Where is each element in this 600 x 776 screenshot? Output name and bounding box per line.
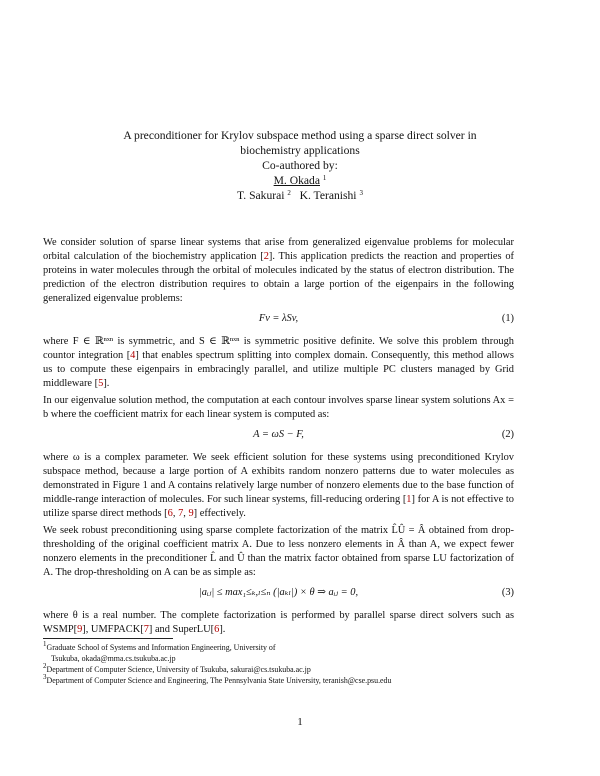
coauthor-teranishi-mark: 3 bbox=[359, 189, 363, 197]
coauthor-sakurai: T. Sakurai bbox=[237, 189, 285, 202]
citation-link[interactable]: 6 bbox=[214, 624, 220, 635]
paper-body bbox=[43, 236, 514, 640]
equation-2-number: (2) bbox=[501, 429, 514, 440]
coauthor-teranishi: K. Teranishi bbox=[299, 189, 357, 202]
equation-3-number: (3) bbox=[501, 587, 514, 598]
coauthors-line bbox=[60, 188, 540, 203]
page-number: 1 bbox=[297, 716, 303, 728]
paragraph-intro: We consider solution of sparse linear systems that arise from generalized eigenvalue problems for molecular orbital calculation of the biochemistry application [2]. This application predicts the reaction and properties of proteins in water molecules through the orbital of molecules indicated by the status of electron distribution. The prediction of the electron distribution requires to obtain a large portion of the eigenpairs in the following generalized eigenvalue problems: bbox=[43, 237, 514, 304]
citation-link[interactable]: 2 bbox=[263, 251, 269, 262]
footnote-3: $^3$Department of Computer Science and Engineering, The Pennsylvania State University, teranish@cse.psu.edu bbox=[43, 673, 392, 685]
footnote-2: $^2$Department of Computer Science, University of Tsukuba, sakurai@cs.tsukuba.ac.jp bbox=[43, 662, 311, 674]
paper-header bbox=[60, 128, 540, 203]
main-author-mark: 1 bbox=[322, 174, 327, 182]
equation-1-number: (1) bbox=[501, 313, 514, 324]
footnote-1: $^1$Graduate School of Systems and Information Engineering, University of bbox=[43, 640, 276, 652]
main-author-name: M. Okada bbox=[273, 174, 320, 187]
citation-link[interactable]: 5 bbox=[98, 378, 104, 389]
paragraph-contour: where F ∈ ℝⁿˣⁿ is symmetric, and S ∈ ℝⁿˣⁿ is symmetric positive definite. We solve this problem through countor integration [4] that enables spectrum splitting into complex domain. Consequently, this method allows us to compute these eigenpairs in embracingly parallel, and utilize multiple PC clusters managed by Grid middleware [5]. bbox=[43, 336, 514, 389]
equation-1-expression: Fv = λSv, bbox=[258, 313, 299, 324]
citation-link[interactable]: 9 bbox=[188, 508, 194, 519]
footnotes bbox=[43, 642, 523, 686]
citation-link[interactable]: 4 bbox=[130, 350, 136, 361]
equation-3 bbox=[43, 583, 514, 605]
equation-3-expression: |aᵢⱼ| ≤ max₁≤ₖ,ₗ≤ₙ (|aₖₗ|) × θ ⇒ aᵢⱼ = 0, bbox=[198, 587, 359, 598]
citation-link[interactable]: 7 bbox=[143, 624, 149, 635]
paragraph-linear-systems: In our eigenvalue solution method, the computation at each contour involves sparse linear system solutions Ax = b where the coefficient matrix for each linear system is computed as: bbox=[43, 395, 514, 420]
coauthor-sakurai-mark: 2 bbox=[287, 189, 291, 197]
main-author-line bbox=[60, 173, 540, 188]
citation-link[interactable]: 1 bbox=[406, 494, 412, 505]
paper-title-line-1: A preconditioner for Krylov subspace method using a sparse direct solver in bbox=[123, 129, 477, 142]
citation-link[interactable]: 9 bbox=[77, 624, 83, 635]
footnote-1-continuation: Tsukuba, okada@mma.cs.tsukuba.ac.jp bbox=[51, 654, 176, 663]
equation-2-expression: A = ωS − F, bbox=[253, 429, 304, 440]
paragraph-krylov: where ω is a complex parameter. We seek efficient solution for these systems using preconditioned Krylov subspace method, because a large portion of A exhibits random nonzero patterns due to water molecules as demonstrated in Figure 1 and A contains relatively large number of nonzero elements due to the base function of middle-range interaction of molecules. For such linear systems, fill-reducing ordering [1] for A is not effective to utilize sparse direct methods [6, 7, 9] effectively. bbox=[43, 452, 514, 519]
citation-link[interactable]: 6 bbox=[167, 508, 173, 519]
paragraph-solvers: where θ is a real number. The complete factorization is performed by parallel sparse direct solvers such as WSMP[9], UMFPACK[7] and SuperLU[6]. bbox=[43, 610, 514, 635]
equation-1 bbox=[43, 309, 514, 331]
citation-link[interactable]: 7 bbox=[178, 508, 184, 519]
paragraph-preconditioning: We seek robust preconditioning using sparse complete factorization of the matrix L̂Û = Â obtained from drop-thresholding of the original coefficient matrix A. Due to less nonzero elements in Â than A, we expect fewer nonzero elements in the preconditioner L̂ and Û than the matrix factor obtained from sparse LU factorization of A. The drop-thresholding on A can be as simple as: bbox=[43, 525, 514, 578]
paper-title-line-2: biochemistry applications bbox=[240, 144, 360, 157]
equation-2 bbox=[43, 425, 514, 447]
coauthored-label: Co-authored by: bbox=[262, 159, 338, 172]
footnote-divider bbox=[43, 638, 173, 639]
